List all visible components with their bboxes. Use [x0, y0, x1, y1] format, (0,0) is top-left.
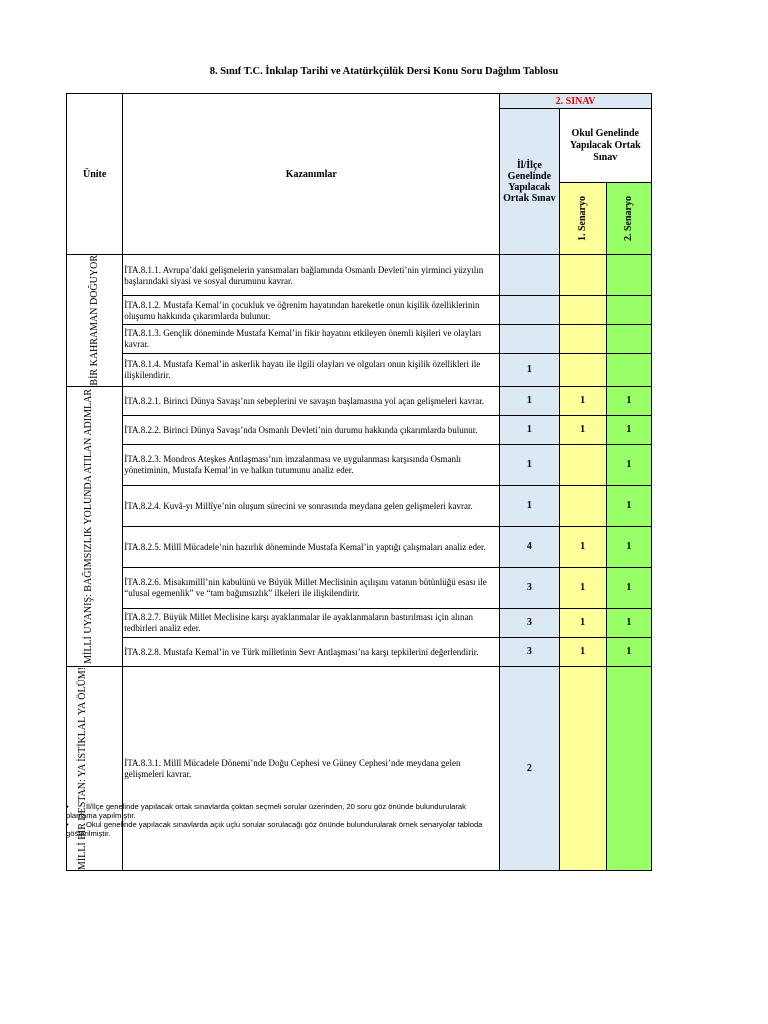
kazanim-text: İTA.8.3.1. Millî Mücadele Dönemi’nde Doğu Cephesi ve Güney Cephesi’nde meydana gelen gelişmeleri kavrar. — [123, 666, 500, 870]
kazanim-text: İTA.8.2.3. Mondros Ateşkes Antlaşması’nın imzalanması ve uygulanması karşısında Osmanlı yönetiminin, Mustafa Kemal’in ve halkın tutumunu analiz eder. — [123, 444, 500, 485]
il-ilce-value: 1 — [500, 354, 559, 386]
footnotes — [66, 802, 486, 838]
il-ilce-value — [500, 324, 559, 353]
kazanim-text: İTA.8.1.4. Mustafa Kemal’in askerlik hayatı ile ilgili olayları ve olguları onun kişilik özellikleri ile ilişkilendirir. — [123, 354, 500, 386]
senaryo-1-value: 1 — [559, 386, 606, 415]
il-ilce-value: 1 — [500, 386, 559, 415]
kazanim-text: İTA.8.2.2. Birinci Dünya Savaşı’nda Osmanlı Devleti’nin durumu hakkında çıkarımlarda bulunur. — [123, 415, 500, 444]
senaryo-2-value: 1 — [606, 444, 651, 485]
unit-cell — [67, 666, 123, 870]
question-distribution-table — [66, 93, 652, 871]
footnote-item — [66, 802, 486, 820]
footnote-text: Okul genelinde yapılacak sınavlarda açık uçlu sorular sorulacağı göz önünde bulundurularak örnek senaryolar tabloda gösterilmiştir. — [66, 820, 483, 838]
il-ilce-value — [500, 296, 559, 324]
header-senaryo-2 — [606, 183, 651, 255]
il-ilce-value: 2 — [500, 666, 559, 870]
header-kazanimlar — [123, 94, 500, 255]
header-okul: Okul Genelinde Yapılacak Ortak Sınav — [559, 109, 652, 183]
senaryo-1-value: 1 — [559, 637, 606, 666]
kazanim-text: İTA.8.2.4. Kuvâ-yı Millîye’nin oluşum sürecini ve sonrasında meydana gelen gelişmeleri kavrar. — [123, 485, 500, 526]
senaryo-1-label: 1. Senaryo — [577, 196, 589, 241]
il-ilce-value: 3 — [500, 637, 559, 666]
kazanim-text: İTA.8.2.8. Mustafa Kemal’in ve Türk milletinin Sevr Antlaşması’na karşı tepkilerini değerlendirir. — [123, 637, 500, 666]
senaryo-1-value: 1 — [559, 608, 606, 637]
senaryo-1-value — [559, 255, 606, 296]
kazanim-text: İTA.8.1.3. Gençlik döneminde Mustafa Kemal’in fikir hayatını etkileyen önemli kişileri ve olayları kavrar. — [123, 324, 500, 353]
footnote-item — [66, 820, 486, 838]
header-unite-label: Ünite — [82, 168, 107, 180]
senaryo-2-value: 1 — [606, 637, 651, 666]
senaryo-2-value: 1 — [606, 386, 651, 415]
header-sinav: 2. SINAV — [500, 94, 652, 109]
il-ilce-value: 1 — [500, 415, 559, 444]
senaryo-2-label: 2. Senaryo — [623, 196, 635, 241]
senaryo-1-value: 1 — [559, 526, 606, 567]
kazanim-text: İTA.8.2.6. Misakımillî’nin kabulünü ve Büyük Millet Meclisinin açılışını vatanın bütünlüğü esası ile “ulusal egemenlik” ve “tam bağımsızlık” ilkeleri ile ilişkilendirir. — [123, 567, 500, 608]
senaryo-2-value — [606, 296, 651, 324]
unit-label: MİLLİ BİR DESTAN: YA İSTİKLAL YA ÖLÜM! — [76, 666, 88, 870]
header-unite — [67, 94, 123, 255]
il-ilce-value: 3 — [500, 608, 559, 637]
senaryo-1-value: 1 — [559, 415, 606, 444]
il-ilce-value — [500, 255, 559, 296]
unit-cell — [67, 386, 123, 666]
senaryo-1-value — [559, 485, 606, 526]
kazanim-text: İTA.8.1.1. Avrupa’daki gelişmelerin yansımaları bağlamında Osmanlı Devleti’nin yirminci yüzyılın başlarındaki siyasi ve sosyal durumunu kavrar. — [123, 255, 500, 296]
kazanim-text: İTA.8.1.2. Mustafa Kemal’in çocukluk ve öğrenim hayatından hareketle onun kişilik özelliklerinin oluşumu hakkında çıkarımlarda bulunur. — [123, 296, 500, 324]
senaryo-2-value: 1 — [606, 567, 651, 608]
senaryo-1-value — [559, 666, 606, 870]
senaryo-2-value — [606, 324, 651, 353]
senaryo-2-value: 1 — [606, 526, 651, 567]
kazanim-text: İTA.8.2.5. Millî Mücadele’nin hazırlık döneminde Mustafa Kemal’in yaptığı çalışmaları analiz eder. — [123, 526, 500, 567]
document-title: 8. Sınıf T.C. İnkılap Tarihi ve Atatürkçülük Dersi Konu Soru Dağılım Tablosu — [209, 66, 559, 77]
senaryo-2-value — [606, 354, 651, 386]
senaryo-1-value — [559, 324, 606, 353]
header-senaryo-1 — [559, 183, 606, 255]
kazanim-text: İTA.8.2.1. Birinci Dünya Savaşı’nın sebeplerini ve savaşın başlamasına yol açan gelişmeleri kavrar. — [123, 386, 500, 415]
kazanim-text: İTA.8.2.7. Büyük Millet Meclisine karşı ayaklanmalar ile ayaklanmaların bastırılması için alınan tedbirleri analiz eder. — [123, 608, 500, 637]
bullet-icon: • — [66, 820, 69, 829]
il-ilce-value: 1 — [500, 485, 559, 526]
unit-label: BİR KAHRAMAN DOĞUYOR — [89, 255, 101, 386]
senaryo-1-value — [559, 444, 606, 485]
il-ilce-value: 4 — [500, 526, 559, 567]
header-il-ilce: İl/İlçe Genelinde Yapılacak Ortak Sınav — [500, 109, 559, 255]
footnote-text: İl/İlçe genelinde yapılacak ortak sınavlarda çoktan seçmeli sorular üzerinden, 20 soru göz önünde bulundurularak planlama yapılmıştır. — [66, 802, 466, 820]
il-ilce-value: 1 — [500, 444, 559, 485]
il-ilce-value: 3 — [500, 567, 559, 608]
senaryo-2-value — [606, 255, 651, 296]
senaryo-2-value: 1 — [606, 608, 651, 637]
unit-label: MİLLİ UYANIŞ: BAĞIMSIZLIK YOLUNDA ATILAN ADIMLAR — [82, 388, 94, 664]
senaryo-1-value — [559, 296, 606, 324]
senaryo-1-value: 1 — [559, 567, 606, 608]
header-kazanimlar-label: Kazanımlar — [285, 168, 337, 180]
senaryo-2-value — [606, 666, 651, 870]
bullet-icon: • — [66, 802, 69, 811]
senaryo-1-value — [559, 354, 606, 386]
senaryo-2-value: 1 — [606, 485, 651, 526]
senaryo-2-value: 1 — [606, 415, 651, 444]
unit-cell — [67, 255, 123, 387]
